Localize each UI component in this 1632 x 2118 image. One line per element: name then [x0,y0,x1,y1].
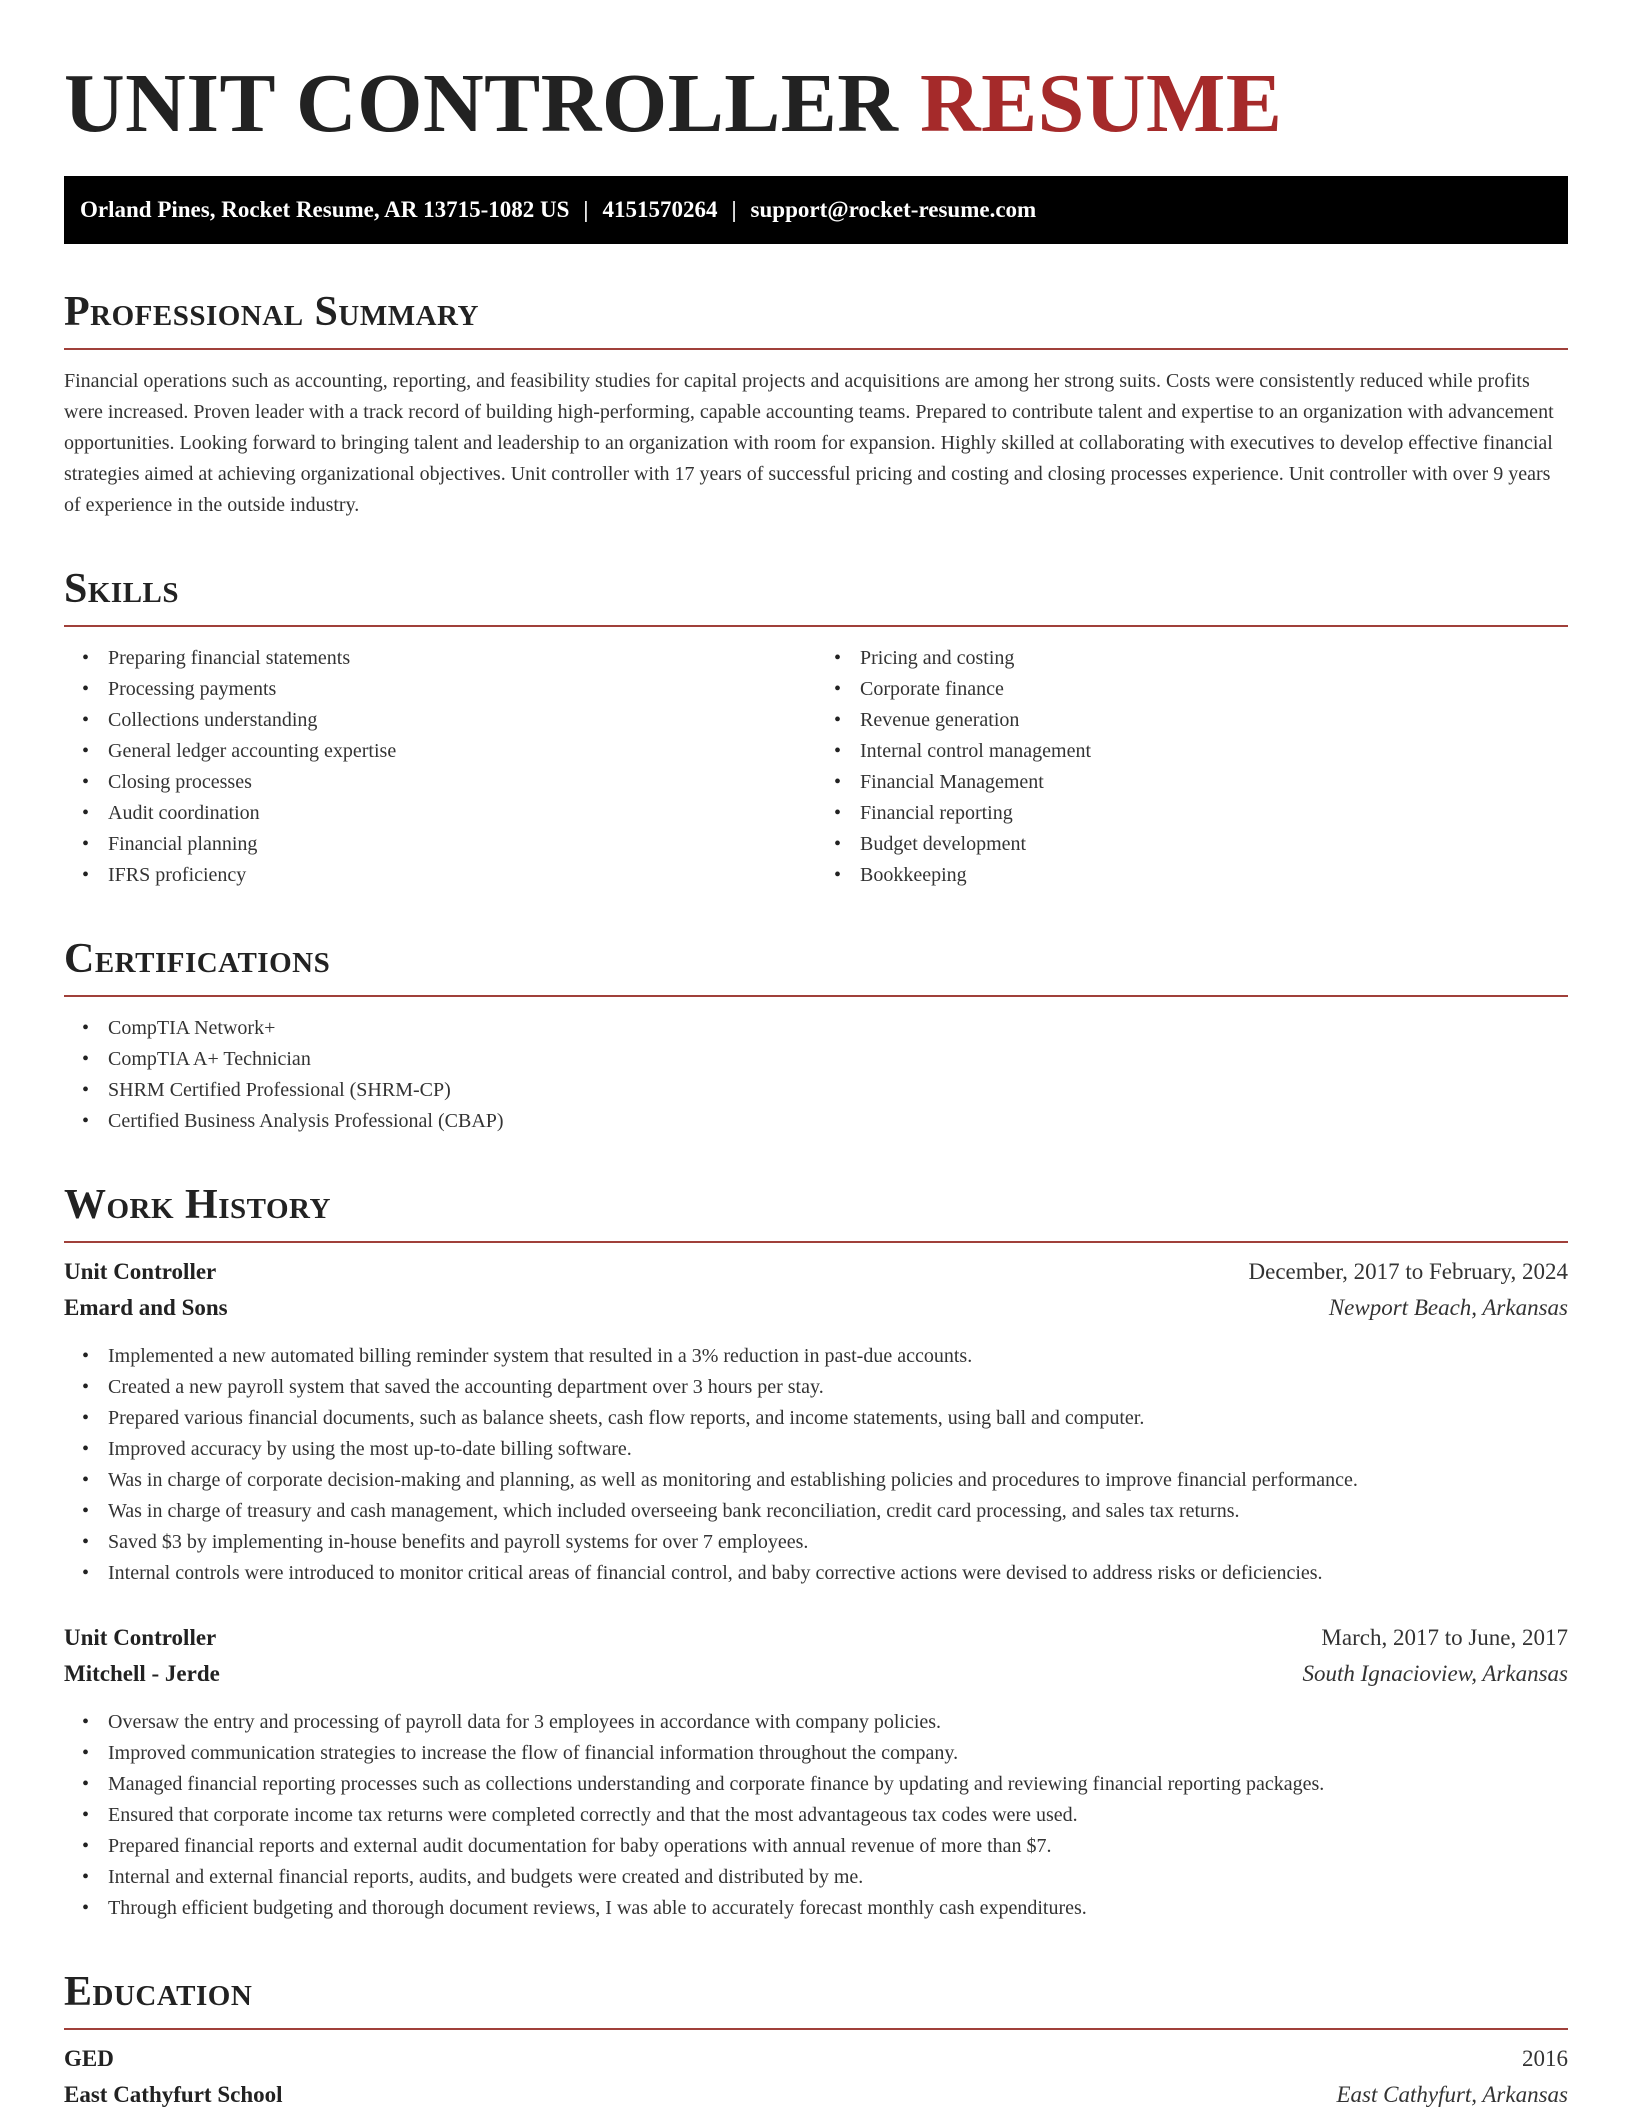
job-bullet: • Internal controls were introduced to monitor critical areas of financial control, and baby corrective actions were devised to address risks or deficiencies. [108,1558,1568,1589]
work-history-section [64,1181,1568,1924]
job-bullet: • Improved accuracy by using the most up-to-date billing software. [108,1434,1568,1465]
certifications-section [64,935,1568,1137]
skill-item: • General ledger accounting expertise [108,736,816,767]
skill-item: • Financial planning [108,829,816,860]
job-bullet: • Prepared various financial documents, such as balance sheets, cash flow reports, and income statements, using ball and computer. [108,1403,1568,1434]
section-divider [64,2028,1568,2030]
title-accent: RESUME [919,57,1283,150]
job-location: Newport Beach, Arkansas [1328,1295,1568,1320]
job-bullet: • Was in charge of corporate decision-making and planning, as well as monitoring and establishing policies and procedures to improve financial performance. [108,1465,1568,1496]
job-company-row [64,1661,1568,1697]
education-heading: Education [64,1969,253,2015]
job-bullet: • Created a new payroll system that saved the accounting department over 3 hours per stay. [108,1372,1568,1403]
education-degree: GED [64,2046,114,2071]
skill-item: • IFRS proficiency [108,860,816,891]
skill-item: • Financial Management [860,767,1568,798]
education-school-row [64,2082,1568,2118]
job-bullet: • Internal and external financial reports, audits, and budgets were created and distributed by me. [108,1862,1568,1893]
resume-title [64,58,1568,150]
job-bullets [64,1341,1568,1589]
skills-list-left [64,643,816,891]
job-company: Mitchell - Jerde [64,1661,220,1686]
skill-item: • Internal control management [860,736,1568,767]
job-dates: March, 2017 to June, 2017 [1321,1625,1568,1650]
job-header-row [64,1259,1568,1295]
contact-address: Orland Pines, Rocket Resume, AR 13715-1082 US [80,197,570,222]
contact-bar [64,176,1568,244]
skill-item: • Pricing and costing [860,643,1568,674]
job-bullet: • Improved communication strategies to increase the flow of financial information throughout the company. [108,1738,1568,1769]
section-divider [64,1241,1568,1243]
skill-item: • Closing processes [108,767,816,798]
certification-item: • SHRM Certified Professional (SHRM-CP) [108,1075,1568,1106]
job-location: South Ignacioview, Arkansas [1302,1661,1568,1686]
certifications-list [64,1013,1568,1137]
job-bullet: • Prepared financial reports and external audit documentation for baby operations with annual revenue of more than $7. [108,1831,1568,1862]
job-bullet: • Managed financial reporting processes such as collections understanding and corporate finance by updating and reviewing financial reporting packages. [108,1769,1568,1800]
education-year: 2016 [1522,2046,1568,2071]
skill-item: • Budget development [860,829,1568,860]
education-entry [64,2046,1568,2118]
education-school: East Cathyfurt School [64,2082,283,2107]
certification-item: • CompTIA Network+ [108,1013,1568,1044]
summary-text: Financial operations such as accounting, reporting, and feasibility studies for capital projects and acquisitions are among her strong suits. Costs were consistently reduced while profits were increased. Proven leader with a track record of building high-performing, capable accounting teams. Prepared to contribute talent and expertise to an organization with advancement opportunities. Looking forward to bringing talent and leadership to an organization with room for expansion. Highly skilled at collaborating with executives to develop effective financial strategies aimed at achieving organizational objectives. Unit controller with 17 years of successful pricing and costing and closing processes experience. Unit controller with over 9 years of experience in the outside industry. [64,370,1554,516]
job-company: Emard and Sons [64,1295,228,1320]
skill-item: • Collections understanding [108,705,816,736]
section-divider [64,995,1568,997]
skill-item: • Processing payments [108,674,816,705]
education-degree-row [64,2046,1568,2082]
section-divider [64,625,1568,627]
job-bullet: • Was in charge of treasury and cash management, which included overseeing bank reconciliation, credit card processing, and sales tax returns. [108,1496,1568,1527]
skills-section [64,565,1568,891]
job-header-row [64,1625,1568,1661]
job-bullet: • Ensured that corporate income tax returns were completed correctly and that the most advantageous tax codes were used. [108,1800,1568,1831]
certifications-heading: Certifications [64,936,331,982]
job-dates: December, 2017 to February, 2024 [1248,1259,1568,1284]
skill-item: • Financial reporting [860,798,1568,829]
certification-item: • CompTIA A+ Technician [108,1044,1568,1075]
job-entry [64,1625,1568,1924]
section-divider [64,348,1568,350]
skill-item: • Revenue generation [860,705,1568,736]
job-company-row [64,1295,1568,1331]
skills-heading: Skills [64,566,180,612]
job-bullet: • Saved $3 by implementing in-house benefits and payroll systems for over 7 employees. [108,1527,1568,1558]
job-entry [64,1259,1568,1589]
skill-item: • Preparing financial statements [108,643,816,674]
job-bullet: • Oversaw the entry and processing of payroll data for 3 employees in accordance with company policies. [108,1707,1568,1738]
job-title: Unit Controller [64,1625,217,1650]
title-main: UNIT CONTROLLER [64,57,899,150]
work-history-heading: Work History [64,1182,331,1228]
skills-list-right [816,643,1568,891]
skills-grid [64,643,1568,891]
contact-phone: 4151570264 [602,197,718,222]
skill-item: • Bookkeeping [860,860,1568,891]
contact-separator: | [583,197,589,222]
summary-heading: Professional Summary [64,289,479,335]
education-section [64,1968,1568,2118]
contact-separator: | [731,197,737,222]
job-bullet: • Through efficient budgeting and thorough document reviews, I was able to accurately forecast monthly cash expenditures. [108,1893,1568,1924]
certification-item: • Certified Business Analysis Professional (CBAP) [108,1106,1568,1137]
contact-email[interactable]: support@rocket-resume.com [750,197,1037,222]
skill-item: • Audit coordination [108,798,816,829]
job-bullet: • Implemented a new automated billing reminder system that resulted in a 3% reduction in past-due accounts. [108,1341,1568,1372]
education-location: East Cathyfurt, Arkansas [1336,2082,1568,2107]
job-bullets [64,1707,1568,1924]
skill-item: • Corporate finance [860,674,1568,705]
job-title: Unit Controller [64,1259,217,1284]
summary-section [64,288,1568,521]
